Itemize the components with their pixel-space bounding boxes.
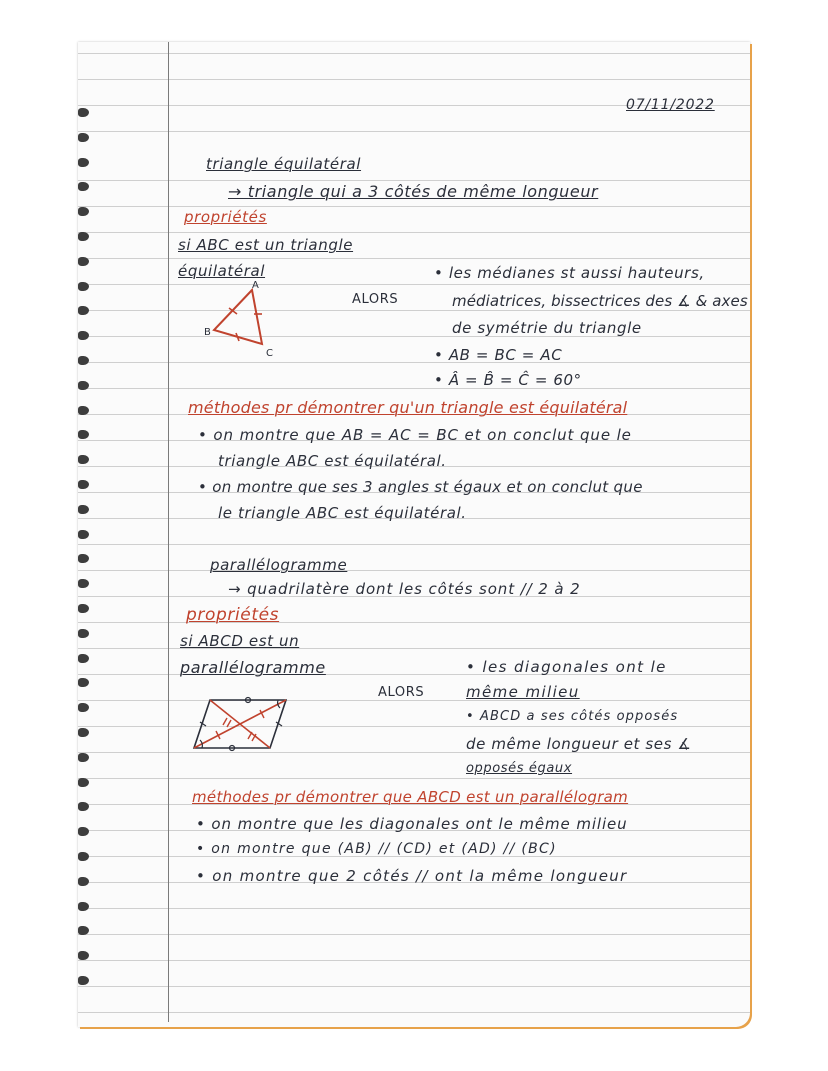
triangle-method-1: • on montre que AB = AC = BC et on conclut que le xyxy=(198,426,632,444)
triangle-condition-2: équilatéral xyxy=(178,262,266,280)
triangle-figure xyxy=(190,278,280,358)
parallelogram-prop-2b: de même longueur et ses ∡ xyxy=(466,735,692,753)
binding-hole xyxy=(78,654,89,663)
binding-hole xyxy=(78,232,89,241)
parallelogram-prop-2: • ABCD a ses côtés opposés xyxy=(466,709,679,724)
vertex-b: B xyxy=(204,327,211,338)
triangle-method-1b: triangle ABC est équilatéral. xyxy=(218,452,447,470)
parallelogram-condition-1: si ABCD est un xyxy=(180,632,300,650)
vertex-a: A xyxy=(252,280,259,291)
triangle-prop-1: • les médianes st aussi hauteurs, xyxy=(434,264,705,282)
vertex-c: C xyxy=(266,348,273,359)
parallelogram-methods-heading: méthodes pr démontrer que ABCD est un parallélogram xyxy=(192,788,629,806)
margin-line xyxy=(168,42,169,1022)
binding-hole xyxy=(78,778,89,787)
parallelogram-prop-1b: même milieu xyxy=(466,683,580,701)
parallelogram-method-3: • on montre que 2 côtés // ont la même longueur xyxy=(196,867,628,885)
binding-hole xyxy=(78,133,89,142)
triangle-props-heading: propriétés xyxy=(184,208,267,226)
triangle-definition: → triangle qui a 3 côtés de même longueur xyxy=(228,182,599,201)
parallelogram-method-1: • on montre que les diagonales ont le même milieu xyxy=(196,815,628,833)
tick-mark xyxy=(227,720,231,727)
diagonal-bd xyxy=(210,700,270,748)
binding-hole xyxy=(78,852,89,861)
binding-hole xyxy=(78,505,89,514)
binding-hole xyxy=(78,902,89,911)
triangle-prop-3: de symétrie du triangle xyxy=(452,319,642,337)
parallelogram-title: parallélogramme xyxy=(210,556,348,574)
tick-mark xyxy=(248,732,252,739)
parallelogram-props-heading: propriétés xyxy=(186,605,280,625)
parallelogram-figure xyxy=(190,688,300,754)
binding-hole xyxy=(78,282,89,291)
triangle-alors: ALORS xyxy=(352,292,399,307)
parallelogram-alors: ALORS xyxy=(378,685,425,700)
triangle-method-2: • on montre que ses 3 angles st égaux et on conclut que xyxy=(198,478,643,496)
binding-hole xyxy=(78,381,89,390)
binding-hole xyxy=(78,877,89,886)
date: 07/11/2022 xyxy=(626,97,715,113)
triangle-methods-heading: méthodes pr démontrer qu'un triangle est équilatéral xyxy=(188,398,628,417)
parallelogram-definition: → quadrilatère dont les côtés sont // 2 à 2 xyxy=(228,580,581,598)
triangle-prop-2: médiatrices, bissectrices des ∡ & axes xyxy=(452,292,748,310)
triangle-shape xyxy=(214,290,262,344)
triangle-title: triangle équilatéral xyxy=(206,155,362,173)
binding-hole xyxy=(78,406,89,415)
binding-hole xyxy=(78,728,89,737)
binding-hole xyxy=(78,158,89,167)
triangle-method-2b: le triangle ABC est équilatéral. xyxy=(218,504,467,522)
parallelogram-prop-1: • les diagonales ont le xyxy=(466,658,667,676)
tick-mark xyxy=(223,718,227,725)
binding-hole xyxy=(78,257,89,266)
binding-hole xyxy=(78,356,89,365)
parallelogram-condition-2: parallélogramme xyxy=(180,658,326,677)
binding-hole xyxy=(78,976,89,985)
parallelogram-method-2: • on montre que (AB) // (CD) et (AD) // (BC) xyxy=(196,841,557,857)
binding-hole xyxy=(78,530,89,539)
binding-hole xyxy=(78,604,89,613)
parallelogram-prop-2c: opposés égaux xyxy=(466,761,573,776)
binding-hole xyxy=(78,480,89,489)
triangle-prop-5: • Â = B̂ = Ĉ = 60° xyxy=(434,371,582,389)
binding-hole xyxy=(78,629,89,638)
binding-hole xyxy=(78,753,89,762)
triangle-prop-4: • AB = BC = AC xyxy=(434,346,563,364)
binding-hole xyxy=(78,108,89,117)
triangle-condition-1: si ABC est un triangle xyxy=(178,236,354,254)
